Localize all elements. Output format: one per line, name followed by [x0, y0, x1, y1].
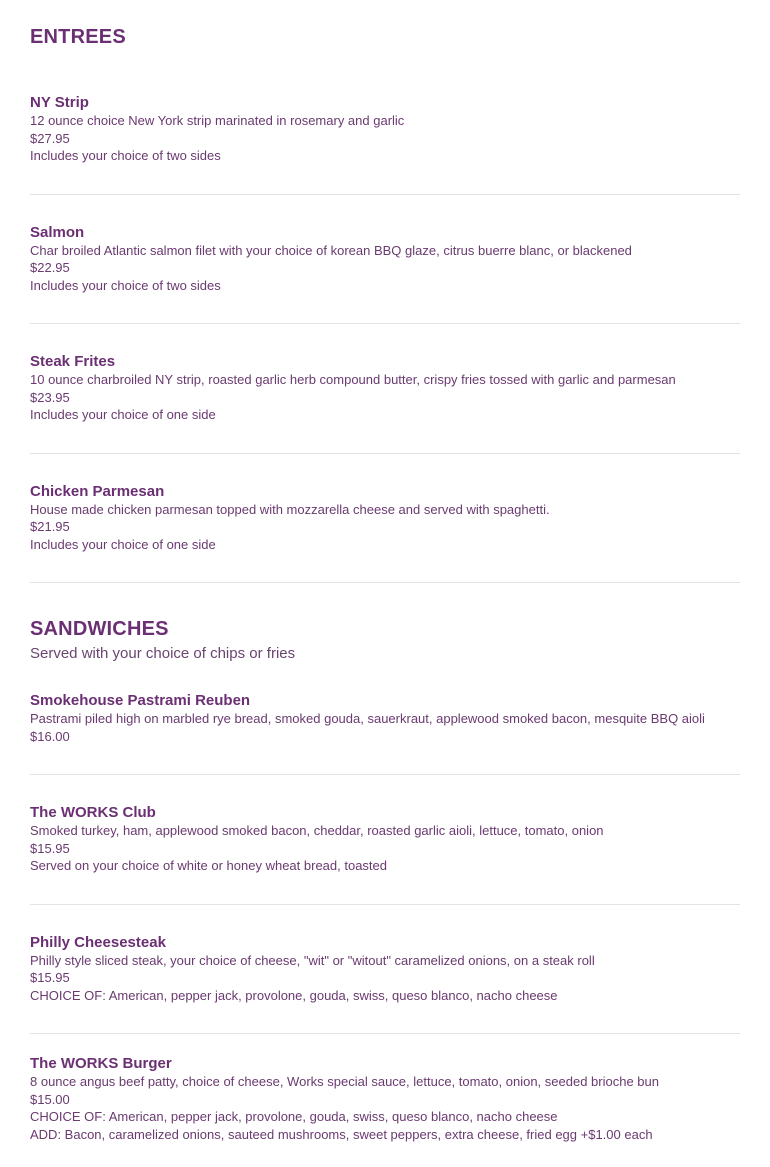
- section-title: ENTREES: [30, 26, 126, 48]
- menu-item: [30, 195, 740, 325]
- section-title: SANDWICHES: [30, 618, 169, 640]
- item-name: Salmon: [30, 223, 85, 241]
- menu-item: [30, 1034, 740, 1143]
- item-description: Char broiled Atlantic salmon filet with your choice of korean BBQ glaze, citrus buerre blanc, or blackened: [30, 242, 632, 258]
- item-note: Served on your choice of white or honey wheat bread, toasted: [30, 858, 387, 873]
- item-name: The WORKS Club: [30, 804, 156, 821]
- item-note: CHOICE OF: American, pepper jack, provolone, gouda, swiss, queso blanco, nacho cheese: [30, 987, 558, 1003]
- item-description: Smoked turkey, ham, applewood smoked bacon, cheddar, roasted garlic aioli, lettuce, tomato, onion: [30, 823, 604, 838]
- item-price: $23.95: [30, 389, 70, 405]
- item-price: $15.00: [30, 1091, 70, 1107]
- item-note: CHOICE OF: American, pepper jack, provolone, gouda, swiss, queso blanco, nacho cheese: [30, 1109, 558, 1124]
- item-name: Smokehouse Pastrami Reuben: [30, 692, 251, 709]
- menu-item: [30, 905, 740, 1035]
- item-note: Includes your choice of one side: [30, 536, 216, 552]
- item-price: $21.95: [30, 519, 70, 534]
- item-price: $27.95: [30, 130, 70, 146]
- item-addons: ADD: Bacon, caramelized onions, sauteed mushrooms, sweet peppers, extra cheese, fried egg +$1.00 each: [30, 1126, 653, 1142]
- item-price: $15.95: [30, 970, 70, 985]
- menu-item: [30, 454, 740, 584]
- item-name: Chicken Parmesan: [30, 482, 165, 500]
- menu-item: [30, 324, 740, 454]
- item-name: Philly Cheesesteak: [30, 933, 166, 951]
- item-price: $15.95: [30, 840, 70, 856]
- item-description: 10 ounce charbroiled NY strip, roasted garlic herb compound butter, crispy fries tossed with garlic and parmesan: [30, 372, 676, 387]
- section-sandwiches: [30, 617, 740, 1143]
- item-description: Philly style sliced steak, your choice of cheese, "wit" or "witout" caramelized onions, on a steak roll: [30, 952, 595, 968]
- item-description: 8 ounce angus beef patty, choice of cheese, Works special sauce, lettuce, tomato, onion, seeded brioche bun: [30, 1074, 659, 1089]
- item-note: Includes your choice of two sides: [30, 148, 221, 163]
- item-description: Pastrami piled high on marbled rye bread, smoked gouda, sauerkraut, applewood smoked bacon, mesquite BBQ aioli: [30, 711, 705, 726]
- menu-item: [30, 93, 740, 195]
- item-price: $22.95: [30, 260, 70, 275]
- item-name: The WORKS Burger: [30, 1055, 172, 1072]
- item-description: House made chicken parmesan topped with mozzarella cheese and served with spaghetti.: [30, 501, 550, 517]
- section-subtitle: Served with your choice of chips or fries: [30, 645, 296, 662]
- section-entrees: [30, 0, 740, 583]
- menu-item: [30, 775, 740, 905]
- item-price: $16.00: [30, 728, 70, 744]
- item-name: Steak Frites: [30, 353, 116, 370]
- item-name: NY Strip: [30, 94, 89, 111]
- item-note: Includes your choice of two sides: [30, 277, 221, 293]
- item-description: 12 ounce choice New York strip marinated in rosemary and garlic: [30, 113, 405, 128]
- menu-page: [30, 0, 740, 1143]
- menu-item: [30, 691, 740, 775]
- item-note: Includes your choice of one side: [30, 407, 216, 422]
